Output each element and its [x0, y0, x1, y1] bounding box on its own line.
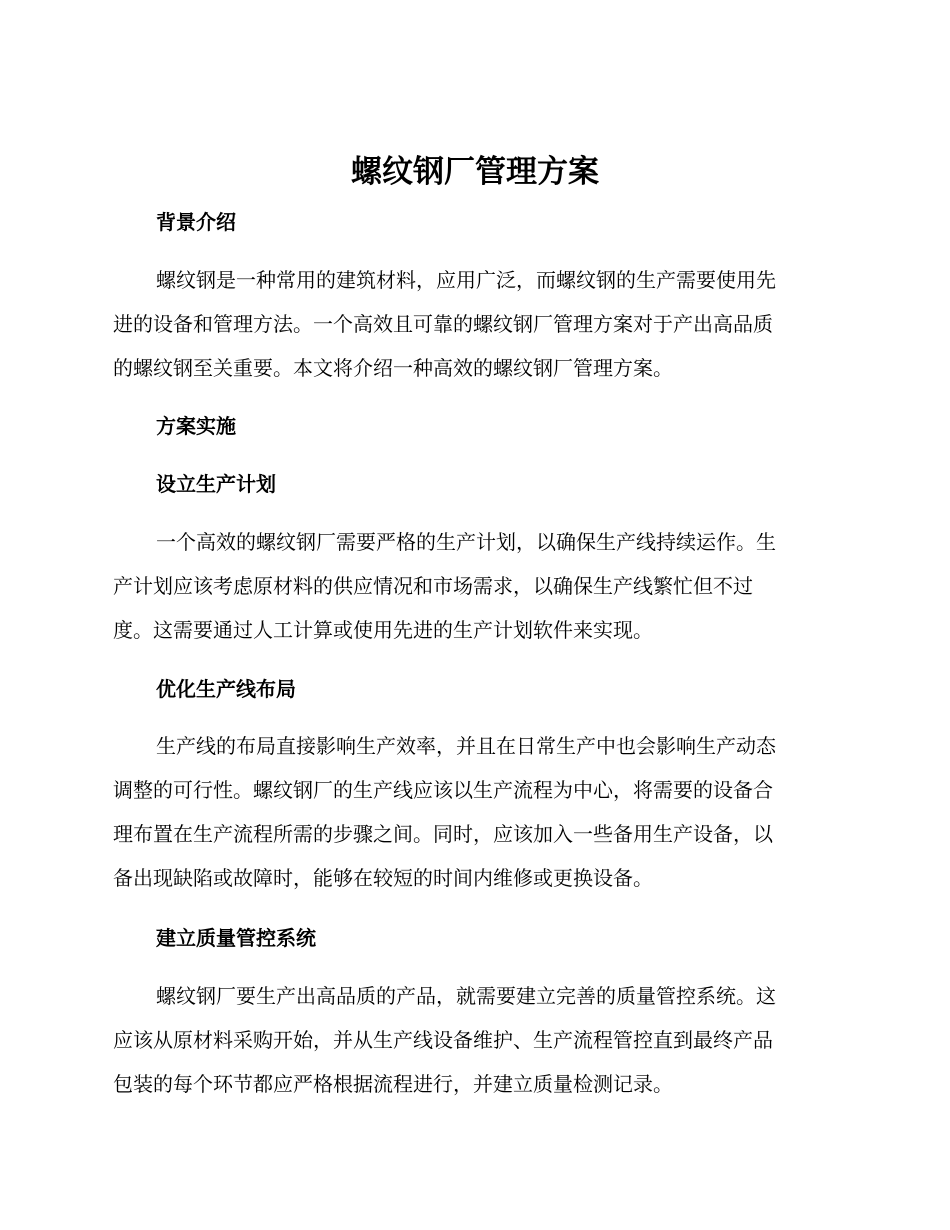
section-heading-quality-control: 建立质量管控系统: [156, 926, 316, 950]
paragraph-line: 一个高效的螺纹钢厂需要严格的生产计划，以确保生产线持续运作。生: [156, 530, 776, 554]
paragraph-quality-control: [113, 974, 831, 1106]
paragraph-line: 度。这需要通过人工计算或使用先进的生产计划软件来实现。: [113, 618, 653, 642]
section-heading-background: 背景介绍: [156, 210, 236, 234]
paragraph-background: [113, 258, 831, 390]
paragraph-line: 生产线的布局直接影响生产效率，并且在日常生产中也会影响生产动态: [156, 734, 776, 758]
paragraph-line: 的螺纹钢至关重要。本文将介绍一种高效的螺纹钢厂管理方案。: [113, 356, 673, 380]
paragraph-line: 理布置在生产流程所需的步骤之间。同时，应该加入一些备用生产设备，以: [113, 822, 773, 846]
paragraph-line: 备出现缺陷或故障时，能够在较短的时间内维修或更换设备。: [113, 866, 653, 890]
paragraph-line: 进的设备和管理方法。一个高效且可靠的螺纹钢厂管理方案对于产出高品质: [113, 312, 773, 336]
paragraph-line: 产计划应该考虑原材料的供应情况和市场需求，以确保生产线繁忙但不过: [113, 574, 753, 598]
paragraph-line: 包装的每个环节都应严格根据流程进行，并建立质量检测记录。: [113, 1072, 673, 1096]
section-heading-implementation: 方案实施: [156, 414, 236, 438]
paragraph-production-plan: [113, 520, 831, 652]
document-title: 螺纹钢厂管理方案: [351, 154, 599, 190]
paragraph-line: 螺纹钢是一种常用的建筑材料，应用广泛，而螺纹钢的生产需要使用先: [156, 268, 776, 292]
section-heading-production-plan: 设立生产计划: [156, 472, 276, 496]
paragraph-line: 螺纹钢厂要生产出高品质的产品，就需要建立完善的质量管控系统。这: [156, 984, 776, 1008]
section-heading-line-layout: 优化生产线布局: [156, 677, 296, 701]
paragraph-line-layout: [113, 724, 831, 900]
paragraph-line: 调整的可行性。螺纹钢厂的生产线应该以生产流程为中心，将需要的设备合: [113, 778, 773, 802]
paragraph-line: 应该从原材料采购开始，并从生产线设备维护、生产流程管控直到最终产品: [113, 1028, 773, 1052]
